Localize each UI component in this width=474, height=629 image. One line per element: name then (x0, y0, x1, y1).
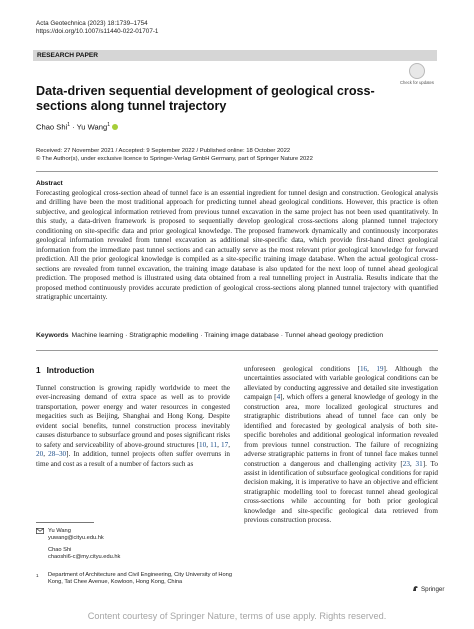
body-text: ]. Although the uncertainties associated with variable geological conditions can be alleviated by conducting aggressive and detailed site investigation campaign [ (244, 365, 439, 402)
body-text: Tunnel construction is growing rapidly worldwide to meet the ever-increasing demand of extra space as well as to provide transportation, power energy and water resources in congested megacities such as Beijing, Shanghai and Hong Kong. Despite evident social benefits, tunnel construction process inevitably causes disturbance to subsurface ground and poses significant risks to safety and serviceability of above-ground structures [ (36, 384, 230, 449)
journal-citation: Acta Geotechnica (2023) 18:1739–1754 (36, 20, 148, 27)
citation-link[interactable]: 31 (415, 459, 423, 468)
body-text: ]. To assist in identification of subsurface geological conditions for rapid decision making, it is imperative to have an objective and efficient stratigraphic modelling tool to forecast tunnel ahead geological cross-sections while accounting for both prior geological knowledge and site-specific geological data retrieved from previous construction process. (244, 459, 438, 525)
email-link[interactable]: yuwang@cityu.edu.hk (48, 535, 104, 542)
doi-link[interactable]: https://doi.org/10.1007/s11440-022-01707-1 (36, 28, 159, 35)
keywords-label: Keywords (36, 332, 69, 339)
publisher-name: Springer (421, 586, 445, 593)
citation-link[interactable]: 10 (199, 440, 207, 449)
section-number: 1 (36, 366, 41, 375)
citation-link[interactable]: 16 (359, 365, 368, 373)
article-type-label: RESEARCH PAPER (37, 52, 99, 59)
keywords (36, 331, 438, 340)
section-title: Introduction (46, 366, 95, 375)
envelope-icon (36, 528, 44, 537)
courtesy-notice: Content courtesy of Springer Nature, terms of use apply. Rights reserved. (87, 611, 387, 621)
author-name[interactable]: Chao Shi (36, 122, 68, 132)
orcid-icon[interactable] (112, 124, 118, 130)
check-updates-badge[interactable] (400, 63, 434, 97)
article-type-banner (33, 50, 437, 61)
affiliation-text: Department of Architecture and Civil Engineering, City University of Hong Kong, Tat Chee Avenue, Kowloon, Hong Kong, China (48, 572, 232, 586)
affiliation-note (36, 572, 236, 587)
citation-link[interactable]: 28–30 (48, 450, 67, 459)
journal-header (36, 20, 158, 36)
publication-dates (36, 147, 313, 163)
citation-link[interactable]: 17 (221, 440, 229, 449)
abstract-heading: Abstract (36, 180, 63, 187)
affiliation-marker: 1 (107, 122, 110, 128)
author-separator: · (70, 122, 77, 132)
affiliation-marker: 1 (36, 573, 39, 578)
body-column-right: unforeseen geological conditions [16, 19]. Although the uncertainties associated with variable geological conditions can be alleviated by conducting aggressive and detailed site investigation campaign [4], which offers a general knowledge of geology in the construction area, more localized geological structures and stratigraphic distributions ahead of tunnel face can only be identified and forecasted by geological analysis of both site-specific boreholes and additional geological information revealed from previous tunnel construction. The failure of recognizing adverse stratigraphic patterns in front of tunnel face makes tunnel construction a dangerous and challenging activity [23, 31]. To assist in identification of subsurface geological conditions for rapid decision making, it is imperative to have an objective and efficient stratigraphic modelling tool to forecast tunnel ahead geological cross-sections while accounting for both prior geological knowledge and site-specific geological data retrieved from previous construction process. (244, 365, 439, 525)
corresponding-author: Yu Wang (48, 528, 71, 534)
divider (36, 350, 438, 351)
history-dates: Received: 27 November 2021 / Accepted: 9 September 2022 / Published online: 18 October 2022 (36, 148, 291, 154)
check-updates-icon (409, 63, 425, 79)
coauthor-name: Chao Shi (48, 546, 72, 553)
citation-link[interactable]: 23 (402, 459, 410, 468)
email-link[interactable]: chaoshi6-c@my.cityu.edu.hk (48, 553, 121, 560)
divider (36, 171, 438, 172)
affiliation-marker: 1 (67, 122, 71, 128)
author-line (36, 120, 118, 133)
springer-horse-icon (412, 585, 419, 592)
body-text: ]. In addition, tunnel projects often suffer overruns in time and cost as a result of a number of factors such as (36, 450, 231, 468)
citation-link[interactable]: 4 (276, 393, 281, 402)
keywords-list: Machine learning · Stratigraphic modelling · Training image database · Tunnel ahead geology prediction (71, 332, 384, 339)
body-text: ], which offers a general knowledge of geology in the construction area, more localized geological structures and stratigraphic distributions ahead of tunnel face can only be identified and forecasted by geological analysis of both site-specific boreholes and additional geological information revealed from previous tunnel construction. The failure of recognizing adverse stratigraphic patterns in front of tunnel face makes tunnel construction a dangerous and challenging activity [ (244, 393, 438, 468)
section-heading (36, 366, 94, 376)
abstract-text: Forecasting geological cross-section ahead of tunnel face is an essential ingredient for tunnel design and construction. Geological analysis and drilling have been the most traditional approach for predicting tunnel ahead geological conditions. However, this practice is often subjective, and geological information retrieved from previous tunnel excavation in the same project has not been used quantitatively. In this study, a data-driven framework is proposed to sequentially develop geological cross-sections along planned tunnel trajectory conditioning on site-specific data and prior geological knowledge. The proposed framework dynamically and continuously incorporates geological information revealed from tunnel excavation as additional site-specific data, which provide first-hand direct geological information from the immediate past tunnel sections and can actually serve as the most relevant prior geological knowledge for forward prediction. All the prior geological knowledge is compiled as a site-specific training image database. When the actual geological cross-sections are revealed from tunnel excavation, the training image database is also updated for the next loop of tunnel ahead geological prediction. The proposed method is illustrated using data obtained from a real tunnelling project in Australia. Results indicate that the proposed method continuously provides accurate prediction of geological cross-sections along planned tunnel trajectory with quantified stratigraphic uncertainty. (36, 189, 438, 301)
correspondence-note (36, 528, 236, 561)
body-text: unforeseen geological conditions [ (244, 365, 360, 373)
copyright-line: © The Author(s), under exclusive licence to Springer-Verlag GmbH Germany, part of Springer Nature 2022 (36, 156, 313, 162)
check-updates-label: Check for updates (400, 80, 434, 85)
body-column-left: Tunnel construction is growing rapidly worldwide to meet the ever-increasing demand of extra space as well as to provide transportation, power energy and water resources in congested megacities such as Beijing, Shanghai and Hong Kong. Despite evident social benefits, tunnel construction process inevitably causes disturbance to subsurface ground and poses significant risks to safety and serviceability of above-ground structures [10, 11, 17, 20, 28–30]. In addition, tunnel projects often suffer overruns in time and cost as a result of a number of factors such as (36, 384, 231, 468)
article-title: Data-driven sequential development of geological cross-sections along tunnel trajectory (36, 84, 375, 113)
publisher-logo (412, 585, 444, 594)
citation-link[interactable]: 20 (36, 450, 44, 459)
citation-link[interactable]: 11 (210, 440, 218, 449)
author-name[interactable]: Yu Wang (76, 122, 108, 132)
citation-link[interactable]: 19 (376, 365, 384, 373)
footnote-divider (36, 522, 94, 523)
